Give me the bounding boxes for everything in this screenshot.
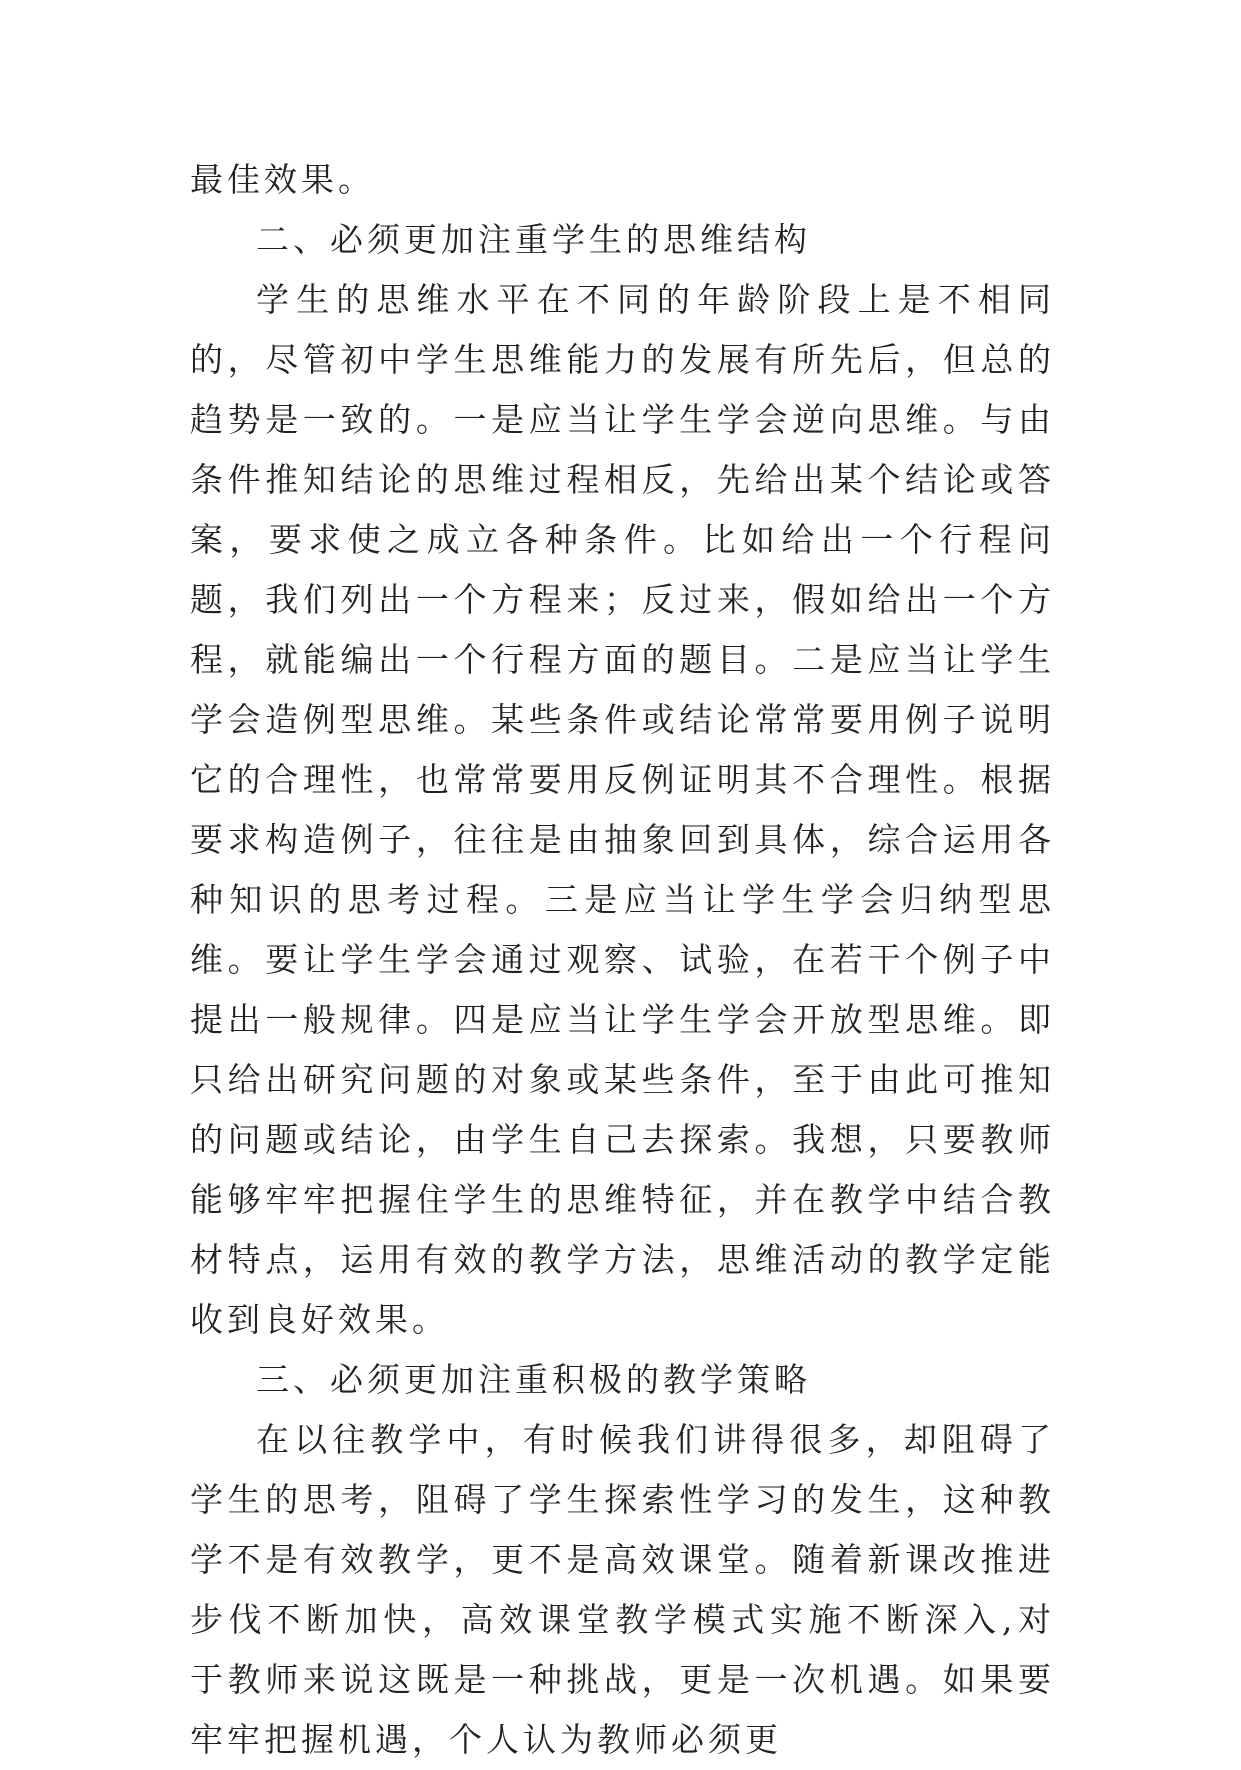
paragraph-thinking-structure: 学生的思维水平在不同的年龄阶段上是不相同的，尽管初中学生思维能力的发展有所先后，但总的趋势是一致的。一是应当让学生学会逆向思维。与由条件推知结论的思维过程相反，先给出某个结论或答案，要求使之成立各种条件。比如给出一个行程问题，我们列出一个方程来；反过来，假如给出一个方程，就能编出一个行程方面的题目。二是应当让学生学会造例型思维。某些条件或结论常常要用例子说明它的合理性，也常常要用反例证明其不合理性。根据要求构造例子，往往是由抽象回到具体，综合运用各种知识的思考过程。三是应当让学生学会归纳型思维。要让学生学会通过观察、试验，在若干个例子中提出一般规律。四是应当让学生学会开放型思维。即只给出研究问题的对象或某些条件，至于由此可推知的问题或结论，由学生自己去探索。我想，只要教师能够牢牢把握住学生的思维特征，并在教学中结合教材特点，运用有效的教学方法，思维活动的教学定能收到良好效果。 <box>190 280 1055 1339</box>
paragraph-continuation: 最佳效果。 <box>190 160 375 199</box>
section-heading-3: 三、必须更加注重积极的教学策略 <box>256 1360 811 1399</box>
paragraph-teaching-strategy: 在以往教学中，有时候我们讲得很多，却阻碍了学生的思考，阻碍了学生探索性学习的发生，这种教学不是有效教学，更不是高效课堂。随着新课改推进步伐不断加快，高效课堂教学模式实施不断深入,对于教师来说这既是一种挑战，更是一次机遇。如果要牢牢把握机遇，个人认为教师必须更 <box>190 1420 1055 1759</box>
document-body <box>190 150 1055 1770</box>
section-heading-2: 二、必须更加注重学生的思维结构 <box>256 220 811 259</box>
